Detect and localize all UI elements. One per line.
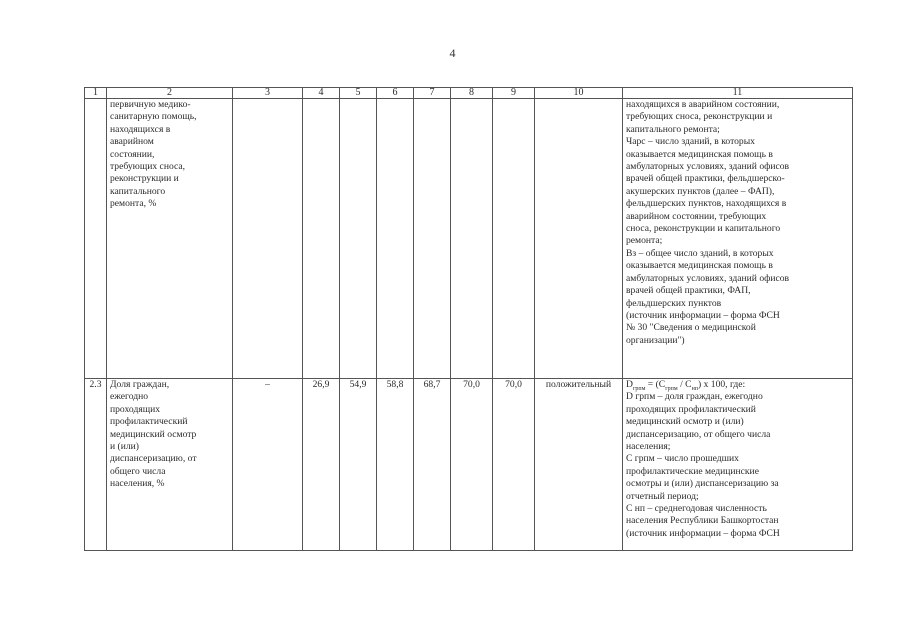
header-cell: 5 (340, 88, 377, 99)
value-cell (414, 99, 451, 379)
value-cell: 58,8 (377, 379, 414, 551)
indicator-table (84, 87, 853, 551)
header-cell: 3 (233, 88, 303, 99)
indicator-name-cell: Доля граждан, ежегодно проходящих профилактический медицинский осмотр и (или) диспансеризацию, от общего числа населения, % (107, 379, 233, 551)
formula-part: = (С (645, 379, 666, 390)
value-cell: 70,0 (451, 379, 493, 551)
formula-subscript: грпм (632, 385, 646, 392)
header-cell: 9 (493, 88, 535, 99)
value-cell (377, 99, 414, 379)
base-value-cell: – (233, 379, 303, 551)
trend-cell (535, 99, 623, 379)
formula-subscript: нп (691, 385, 698, 392)
formula-part: / С (677, 379, 692, 390)
formula-explanation: D грпм – доля граждан, ежегодно проходящих профилактический медицинский осмотр и (или) диспансеризацию, от общего числа населения; С грпм – число прошедших профилактические медицинские осмотры и (или) диспансеризацию за отчетный период; С нп – среднегодовая численность населения Республики Башкортостан (источник информации – форма ФСН (626, 391, 780, 539)
indicator-name-cell: первичную медико- санитарную помощь, находящихся в аварийном состоянии, требующих сноса, реконструкции и капитального ремонта, % (107, 99, 233, 379)
value-cell: 54,9 (340, 379, 377, 551)
table-row (85, 379, 853, 551)
table-row (85, 99, 853, 379)
value-cell (493, 99, 535, 379)
methodology-cell (623, 379, 853, 551)
header-cell: 8 (451, 88, 493, 99)
header-cell: 7 (414, 88, 451, 99)
header-cell: 6 (377, 88, 414, 99)
header-cell: 1 (85, 88, 107, 99)
header-cell: 11 (623, 88, 853, 99)
formula-part: D (626, 379, 633, 390)
formula-part: ) х 100, где: (697, 379, 746, 390)
header-cell: 2 (107, 88, 233, 99)
formula-subscript: грпм (665, 385, 678, 392)
value-cell (451, 99, 493, 379)
row-number-cell: 2.3 (85, 379, 107, 551)
value-cell (303, 99, 340, 379)
value-cell: 68,7 (414, 379, 451, 551)
value-cell: 70,0 (493, 379, 535, 551)
header-cell: 10 (535, 88, 623, 99)
formula (626, 379, 849, 391)
header-cell: 4 (303, 88, 340, 99)
value-cell: 26,9 (303, 379, 340, 551)
row-number-cell (85, 99, 107, 379)
value-cell (340, 99, 377, 379)
base-value-cell (233, 99, 303, 379)
header-row (85, 88, 853, 99)
page-number: 4 (449, 46, 456, 60)
trend-cell: положительный (535, 379, 623, 551)
methodology-cell: находящихся в аварийном состоянии, требующих сноса, реконструкции и капитального ремонта; Чарс – число зданий, в которых оказывается медицинская помощь в амбулаторных условиях, зданий офисов врачей общей практики, фельдшерско- акушерских пунктов (далее – ФАП), фельдшерских пунктов, находящихся в аварийном состоянии, требующих сноса, реконструкции и капитального ремонта; Вз – общее число зданий, в которых оказывается медицинская помощь в амбулаторных условиях, зданий офисов врачей общей практики, ФАП, фельдшерских пунктов (источник информации – форма ФСН № 30 "Сведения о медицинской организации") (623, 99, 853, 379)
